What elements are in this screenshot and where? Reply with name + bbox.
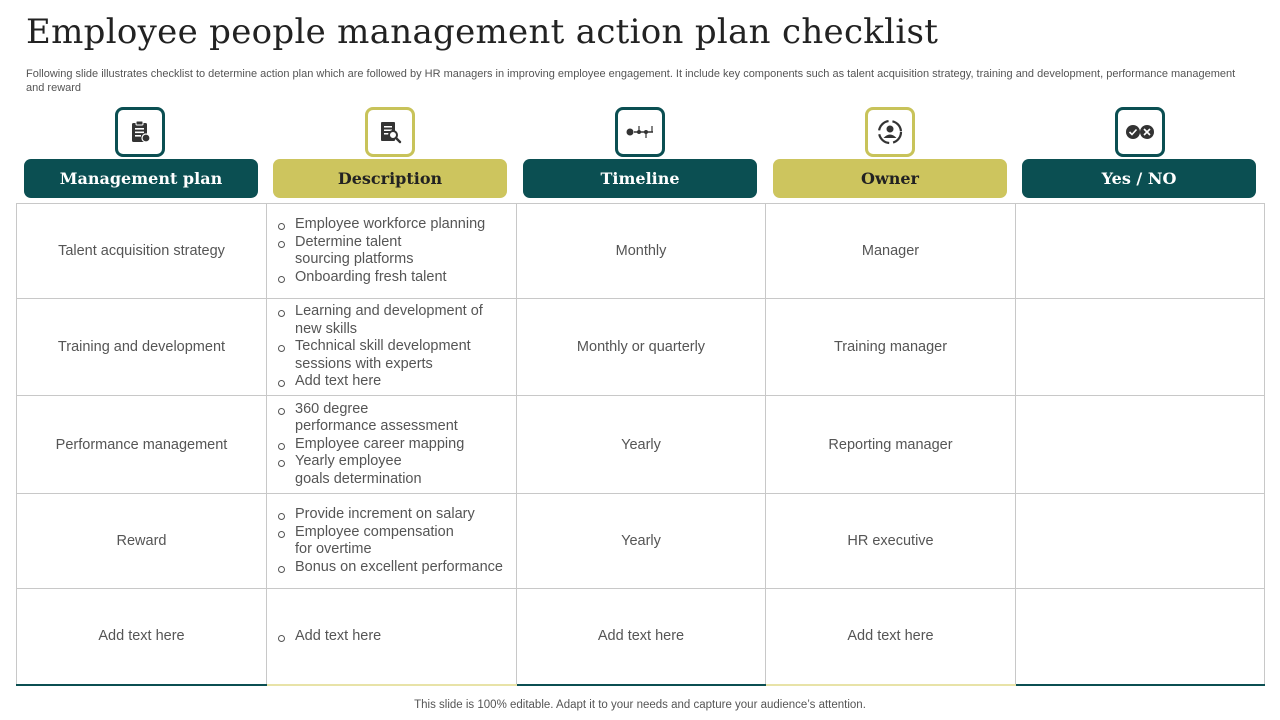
- checklist-table: [16, 203, 1265, 686]
- description-cell: [267, 494, 517, 589]
- yes-no-cell[interactable]: [1016, 396, 1265, 494]
- description-item: Bonus on excellent performance: [277, 559, 510, 577]
- timeline-cell: Yearly: [517, 396, 766, 494]
- page-subtitle: Following slide illustrates checklist to determine action plan which are followed by HR managers in improving employee engagement. It include key components such as talent acquisition strategy, training and development, performance management and reward: [26, 68, 1236, 94]
- owner-cell: Training manager: [766, 299, 1016, 396]
- owner-cell: Reporting manager: [766, 396, 1016, 494]
- header-yes-no: Yes / NO: [1022, 159, 1256, 198]
- description-item: Employee workforce planning: [277, 216, 510, 234]
- description-cell: [267, 204, 517, 299]
- yes-no-cell[interactable]: [1016, 204, 1265, 299]
- page-title: Employee people management action plan checklist: [26, 12, 939, 52]
- plan-cell: Add text here: [17, 589, 267, 685]
- yes-no-cell[interactable]: [1016, 494, 1265, 589]
- timeline-icon: [615, 107, 665, 157]
- description-item: Employee compensation for overtime: [277, 524, 510, 559]
- owner-cell: Add text here: [766, 589, 1016, 685]
- timeline-cell: Monthly or quarterly: [517, 299, 766, 396]
- footer-note: This slide is 100% editable. Adapt it to your needs and capture your audience’s attention.: [414, 699, 866, 711]
- table-row: [17, 589, 1265, 685]
- timeline-cell: Yearly: [517, 494, 766, 589]
- timeline-cell: Monthly: [517, 204, 766, 299]
- description-item: Employee career mapping: [277, 436, 510, 454]
- header-timeline: Timeline: [523, 159, 757, 198]
- description-item: Technical skill development sessions with experts: [277, 338, 510, 373]
- description-item: Add text here: [277, 373, 510, 391]
- plan-cell: Training and development: [17, 299, 267, 396]
- table-row: [17, 494, 1265, 589]
- table-row: [17, 204, 1265, 299]
- check-cross-icon: [1115, 107, 1165, 157]
- description-cell: [267, 589, 517, 685]
- clipboard-icon: [115, 107, 165, 157]
- table-row: [17, 299, 1265, 396]
- owner-cell: HR executive: [766, 494, 1016, 589]
- table-row: [17, 396, 1265, 494]
- description-cell: [267, 299, 517, 396]
- plan-cell: Talent acquisition strategy: [17, 204, 267, 299]
- plan-cell: Reward: [17, 494, 267, 589]
- yes-no-cell[interactable]: [1016, 299, 1265, 396]
- owner-cell: Manager: [766, 204, 1016, 299]
- description-item: Yearly employee goals determination: [277, 453, 510, 488]
- document-search-icon: [365, 107, 415, 157]
- user-cycle-icon: [865, 107, 915, 157]
- plan-cell: Performance management: [17, 396, 267, 494]
- timeline-cell: Add text here: [517, 589, 766, 685]
- description-item: Add text here: [277, 628, 510, 646]
- description-item: Learning and development of new skills: [277, 303, 510, 338]
- header-description: Description: [273, 159, 507, 198]
- description-item: Determine talent sourcing platforms: [277, 234, 510, 269]
- description-cell: [267, 396, 517, 494]
- description-item: Onboarding fresh talent: [277, 269, 510, 287]
- header-management-plan: Management plan: [24, 159, 258, 198]
- description-item: Provide increment on salary: [277, 506, 510, 524]
- yes-no-cell[interactable]: [1016, 589, 1265, 685]
- header-owner: Owner: [773, 159, 1007, 198]
- description-item: 360 degree performance assessment: [277, 401, 510, 436]
